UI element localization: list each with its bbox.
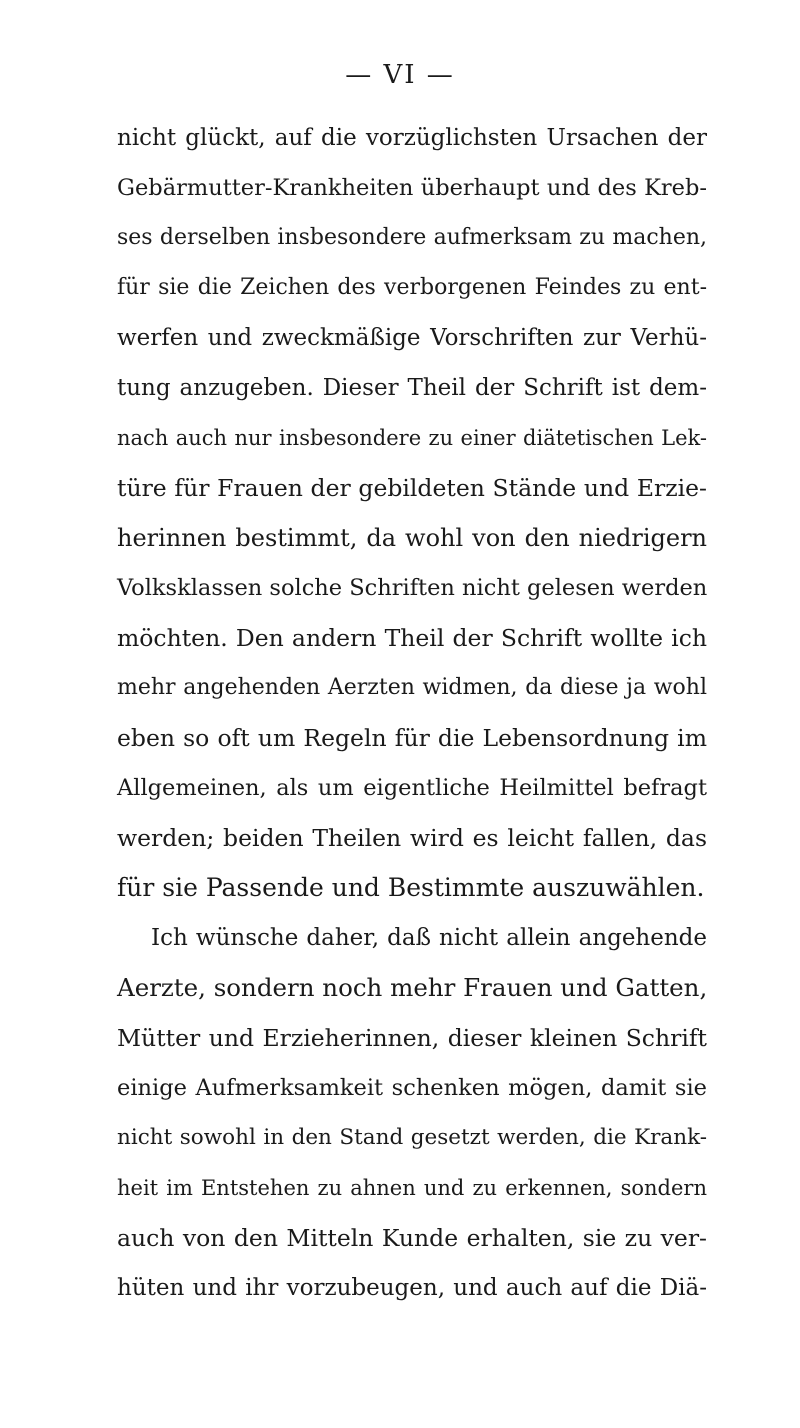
text-line: Volksklassen solche Schriften nicht gelesen werden: [117, 575, 708, 601]
text-line: ses derselben insbesondere aufmerksam zu machen,: [117, 225, 707, 250]
text-line: mehr angehenden Aerzten widmen, da diese ja wohl: [117, 675, 707, 700]
text-line: türe für Frauen der gebildeten Stände und Erzie-: [117, 474, 707, 502]
text-line: hüten und ihr vorzubeugen, und auch auf die Diä-: [117, 1275, 707, 1301]
text-line: einige Aufmerksamkeit schenken mögen, damit sie: [117, 1075, 707, 1101]
text-line: Allgemeinen, als um eigentliche Heilmittel befragt: [117, 775, 707, 801]
text-line: auch von den Mitteln Kunde erhalten, sie zu ver-: [117, 1224, 707, 1252]
text-line: Gebärmutter-Krankheiten überhaupt und des Kreb-: [117, 175, 707, 201]
text-line: nach auch nur insbesondere zu einer diätetischen Lek-: [117, 426, 707, 450]
text-line: für sie die Zeichen des verborgenen Feindes zu ent-: [117, 275, 707, 300]
page-header: — VI —: [345, 60, 455, 90]
text-line: Aerzte, sondern noch mehr Frauen und Gatten,: [117, 973, 708, 1002]
text-line: nicht glückt, auf die vorzüglichsten Ursachen der: [117, 125, 707, 151]
text-line: möchten. Den andern Theil der Schrift wollte ich: [117, 624, 707, 652]
text-line: herinnen bestimmt, da wohl von den niedrigern: [117, 524, 707, 552]
text-line: Mütter und Erzieherinnen, dieser kleinen Schrift: [117, 1024, 707, 1052]
text-line-paragraph-end: für sie Passende und Bestimmte auszuwählen.: [117, 873, 705, 902]
text-line: tung anzugeben. Dieser Theil der Schrift ist dem-: [117, 375, 707, 401]
text-line-paragraph-start: Ich wünsche daher, daß nicht allein angehende: [151, 925, 707, 951]
text-line: nicht sowohl in den Stand gesetzt werden, die Krank-: [117, 1125, 707, 1150]
text-line: heit im Entstehen zu ahnen und zu erkennen, sondern: [117, 1176, 707, 1200]
text-line: eben so oft um Regeln für die Lebensordnung im: [117, 724, 707, 752]
text-line: werfen und zweckmäßige Vorschriften zur Verhü-: [117, 325, 707, 351]
text-line: werden; beiden Theilen wird es leicht fallen, das: [117, 824, 707, 852]
